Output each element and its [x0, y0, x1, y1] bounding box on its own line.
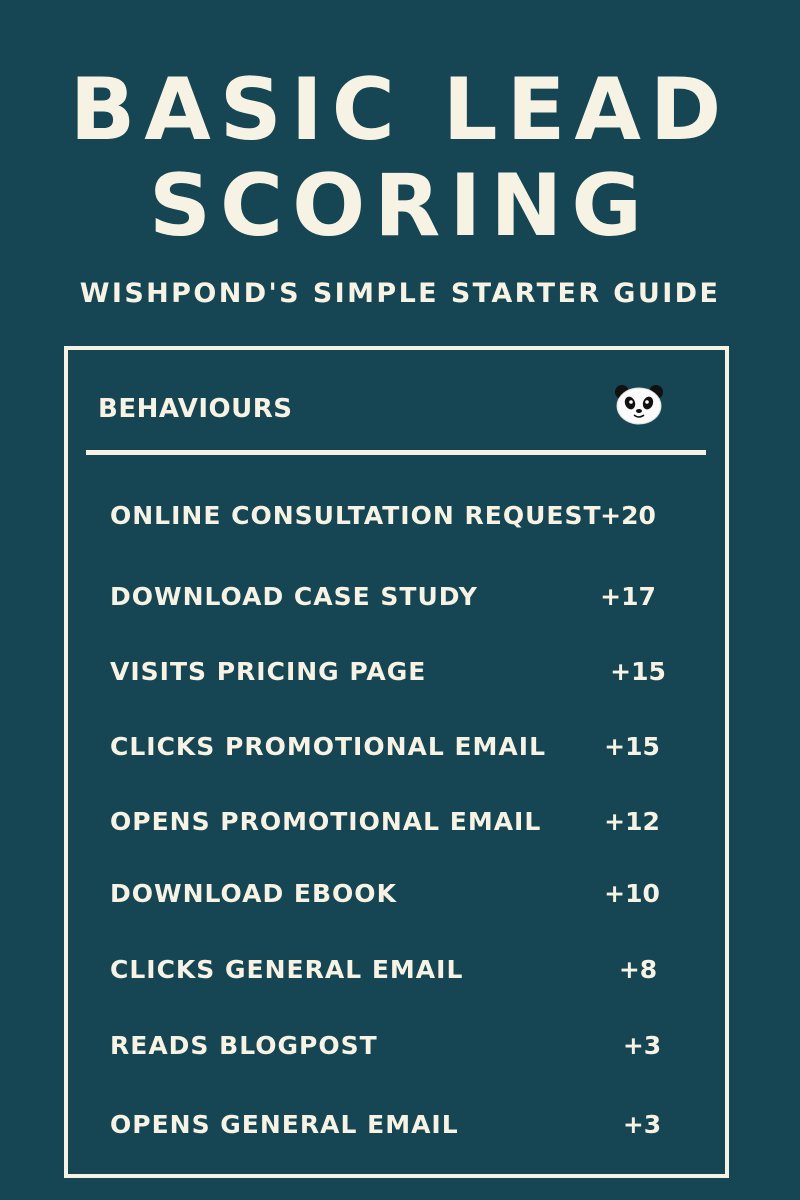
behaviour-label: OPENS PROMOTIONAL EMAIL — [110, 807, 542, 836]
behaviour-score: +3 — [622, 1110, 662, 1139]
behaviour-score: +3 — [622, 1031, 662, 1060]
behaviour-label: ONLINE CONSULTATION REQUEST — [110, 501, 602, 530]
behaviour-row — [68, 577, 725, 617]
behaviour-row — [68, 1105, 725, 1145]
behaviour-score: +15 — [610, 657, 666, 686]
panda-icon — [613, 383, 665, 425]
behaviour-row — [68, 652, 725, 692]
behaviour-score: +12 — [604, 807, 660, 836]
behaviour-row — [68, 1026, 725, 1066]
behaviour-row — [68, 802, 725, 842]
behaviour-score: +17 — [600, 582, 656, 611]
behaviour-row — [68, 874, 725, 914]
behaviours-panel — [64, 346, 729, 1178]
behaviour-label: VISITS PRICING PAGE — [110, 657, 427, 686]
behaviour-row — [68, 496, 725, 536]
behaviour-row — [68, 950, 725, 990]
behaviour-score: +8 — [618, 955, 658, 984]
title-line-1: BASIC LEAD — [69, 60, 731, 160]
page-title — [0, 62, 800, 254]
subtitle: WISHPOND'S SIMPLE STARTER GUIDE — [79, 278, 721, 309]
header-divider — [86, 450, 706, 455]
behaviour-score: +15 — [604, 732, 660, 761]
behaviour-label: CLICKS PROMOTIONAL EMAIL — [110, 732, 547, 761]
behaviour-score: +20 — [600, 501, 656, 530]
title-line-2: SCORING — [149, 156, 651, 256]
behaviour-label: READS BLOGPOST — [110, 1031, 378, 1060]
behaviour-label: DOWNLOAD EBOOK — [110, 879, 397, 908]
behaviour-label: OPENS GENERAL EMAIL — [110, 1110, 459, 1139]
behaviour-score: +10 — [604, 879, 660, 908]
behaviour-row — [68, 727, 725, 767]
behaviour-label: CLICKS GENERAL EMAIL — [110, 955, 464, 984]
panel-header: BEHAVIOURS — [98, 394, 293, 424]
behaviour-label: DOWNLOAD CASE STUDY — [110, 582, 478, 611]
